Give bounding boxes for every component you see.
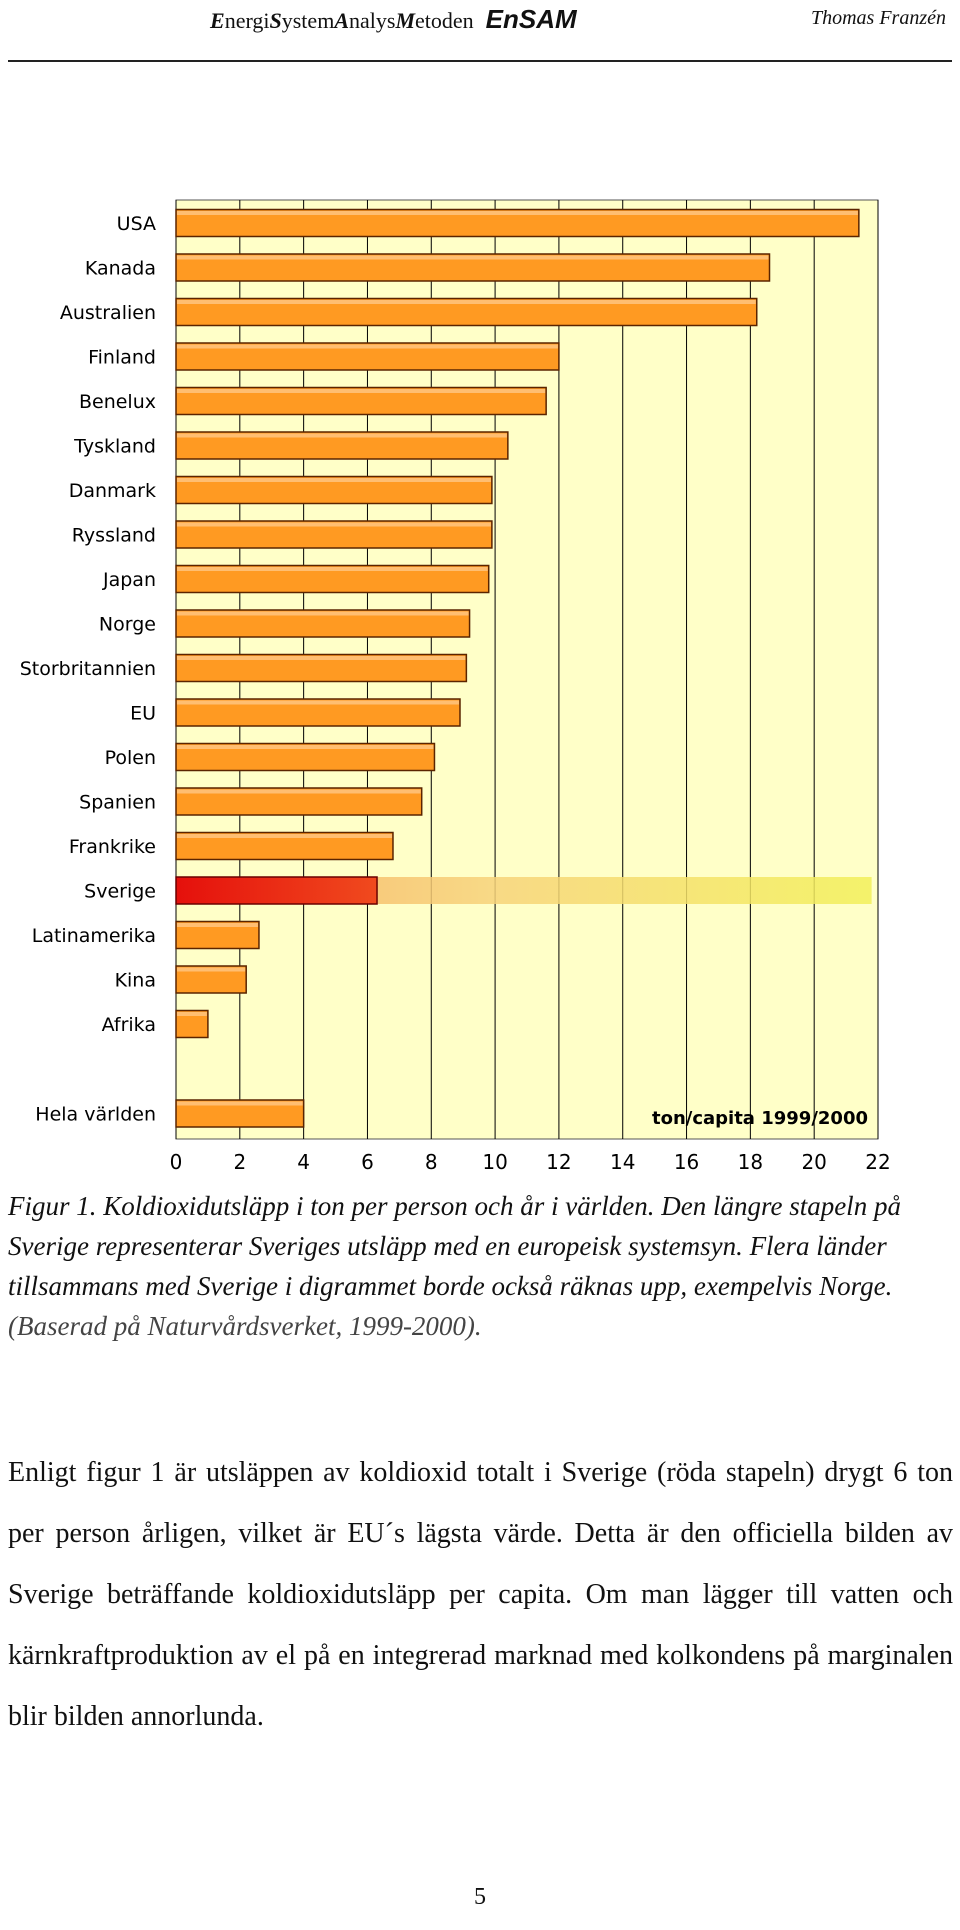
x-tick-labels xyxy=(170,1150,891,1174)
header-title-part: A xyxy=(334,8,349,33)
header-acronym: EnSAM xyxy=(485,4,577,34)
category-labels xyxy=(20,213,156,1126)
bar-highlight xyxy=(177,1102,303,1106)
x-tick-label: 18 xyxy=(737,1150,764,1174)
bar xyxy=(176,877,377,904)
bar-highlight xyxy=(177,968,245,972)
header-rule xyxy=(8,60,952,62)
category-label: Danmark xyxy=(68,480,156,502)
category-label: Japan xyxy=(103,569,156,591)
bar-highlight xyxy=(177,923,258,927)
x-tick-label: 20 xyxy=(801,1150,827,1174)
category-label: Sverige xyxy=(84,880,156,903)
category-label: Latinamerika xyxy=(31,925,156,947)
header-title-part: M xyxy=(395,8,416,33)
category-label: Norge xyxy=(98,613,156,636)
bar-highlight xyxy=(177,389,545,393)
x-tick-label: 22 xyxy=(865,1150,891,1174)
header-title-part: etoden xyxy=(415,8,474,33)
category-label: EU xyxy=(130,702,156,725)
page-number: 5 xyxy=(474,1884,486,1910)
header-title xyxy=(210,4,577,35)
figure-caption xyxy=(8,1186,953,1346)
header-title-part: S xyxy=(269,8,282,33)
category-label: Storbritannien xyxy=(19,658,156,680)
x-tick-label: 0 xyxy=(169,1150,183,1174)
x-tick-label: 10 xyxy=(482,1150,508,1174)
x-tick-label: 2 xyxy=(233,1150,247,1174)
bar-highlight xyxy=(177,1012,207,1016)
category-label: Ryssland xyxy=(71,524,156,547)
x-tick-label: 12 xyxy=(546,1150,572,1174)
bar-highlight xyxy=(177,523,491,527)
caption-main: Figur 1. Koldioxidutsläpp i ton per person och år i världen. Den längre stapeln på Sverige representerar Sveriges utsläpp med en europeisk systemsyn. Flera länder tillsammans med Sverige i digrammet borde också räknas upp, exempelvis Norge. xyxy=(8,1191,901,1301)
category-label: Kina xyxy=(114,969,156,992)
bar-highlight xyxy=(177,790,421,794)
category-label: Kanada xyxy=(84,257,156,280)
bar-highlight xyxy=(177,745,433,749)
bar-highlight xyxy=(177,701,459,705)
category-label: Hela världen xyxy=(35,1103,156,1126)
category-label: Tyskland xyxy=(74,435,156,458)
category-label: Frankrike xyxy=(68,836,156,858)
bar-highlight xyxy=(177,345,558,349)
category-label: Australien xyxy=(59,302,156,324)
x-tick-label: 6 xyxy=(361,1150,374,1174)
header-title-text xyxy=(210,8,474,33)
bar-highlight xyxy=(177,300,756,304)
category-label: Polen xyxy=(104,747,156,769)
header-title-part: nergi xyxy=(224,8,270,33)
bar-highlight xyxy=(177,478,491,482)
body-paragraph: Enligt figur 1 är utsläppen av koldioxid totalt i Sverige (röda stapeln) drygt 6 ton per person årligen, vilket är EU´s lägsta värde. Detta är den officiella bilden av Sverige beträffande koldioxidutsläpp per capita. Om man lägger till vatten och kärnkraftproduktion av el på en integrerad marknad med kolkondens på marginalen blir bilden annorlunda. xyxy=(8,1457,953,1732)
x-tick-label: 4 xyxy=(297,1150,311,1174)
bar-highlight xyxy=(177,256,769,260)
header-author: Thomas Franzén xyxy=(810,7,946,29)
category-label: Afrika xyxy=(101,1014,156,1036)
category-label: Spanien xyxy=(79,791,156,814)
header-title-part: ystem xyxy=(281,8,335,33)
x-tick-label: 16 xyxy=(673,1150,700,1174)
co2-bar-chart xyxy=(0,190,960,1185)
bar-highlight xyxy=(177,656,465,660)
bar-highlight xyxy=(177,834,392,838)
category-label: Benelux xyxy=(78,391,156,413)
header-title-part: E xyxy=(210,8,225,33)
caption-source: (Baserad på Naturvårdsverket, 1999-2000). xyxy=(8,1311,482,1341)
bar-highlight xyxy=(177,434,507,438)
bar-highlight xyxy=(177,612,469,616)
x-tick-label: 8 xyxy=(424,1150,438,1174)
x-tick-label: 14 xyxy=(610,1150,636,1174)
header-title-part: nalys xyxy=(349,8,396,33)
category-label: Finland xyxy=(88,346,156,369)
category-label: USA xyxy=(116,213,156,235)
chart-annotation: ton/capita 1999/2000 xyxy=(651,1108,868,1129)
bar-highlight xyxy=(177,567,488,571)
bar-highlight xyxy=(177,211,858,215)
